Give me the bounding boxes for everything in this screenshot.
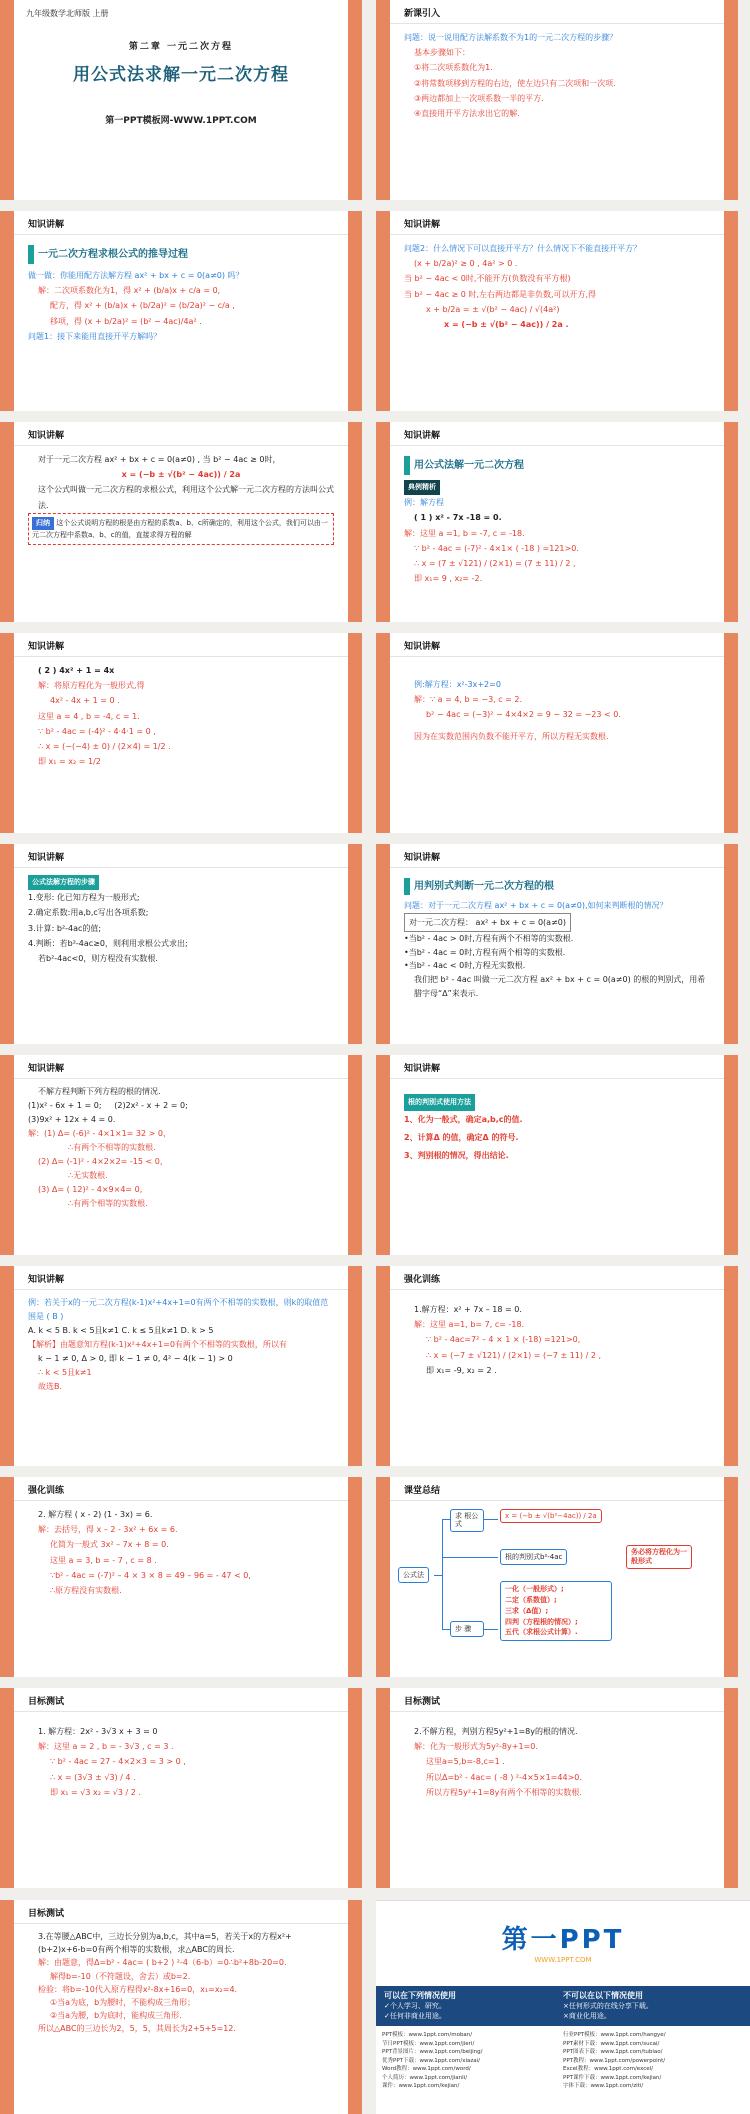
solution-line: 移项，得 (x + b/2a)² = (b² − 4ac)/4a² . — [50, 316, 202, 326]
result: ∴ k < 5且k≠1 — [38, 1368, 92, 1377]
resource-link[interactable]: 个人简历：www.1ppt.com/jianli/ — [382, 2074, 468, 2081]
solution-line: 解：这里 a =1, b = -7, c = -18. — [404, 528, 525, 538]
steps-box — [500, 1581, 612, 1641]
solution-line: 4x² - 4x + 1 = 0 . — [50, 696, 120, 706]
choice: 故选B. — [38, 1382, 63, 1391]
slide-header: 知识讲解 — [14, 1055, 348, 1079]
slide-root-formula — [0, 422, 362, 622]
step-4-cont: 若b²-4ac<0，则方程没有实数根. — [38, 954, 158, 964]
summary-badge: 归纳 — [32, 517, 54, 530]
slide-header: 知识讲解 — [390, 844, 724, 868]
case-zero: •当b² - 4ac = 0时,方程有两个相等的实数根. — [404, 947, 566, 957]
solution-line: 解：这里 a = 2 , b = - 3√3 , c = 3 . — [38, 1742, 174, 1752]
solution-line: ∵ b² - 4ac = 27 - 4×2×3 = 3 > 0 , — [50, 1757, 186, 1767]
solution-line: 这里 a = 3, b = - 7 , c = 8 . — [50, 1555, 157, 1565]
root-formula: x = (−b ± √(b² − 4ac)) / 2a — [121, 470, 241, 480]
answer: ∴有两个相等的实数根. — [68, 1199, 148, 1208]
resource-link[interactable]: PPT图表下载：www.1ppt.com/tubiao/ — [563, 2049, 663, 2056]
slide-test-1 — [0, 1688, 362, 1888]
question-1: 问题1：接下来能用直接开平方解吗？ — [28, 331, 162, 341]
slide-practice-1 — [376, 1266, 738, 1466]
cannot-use-heading: 不可以在以下情况使用 — [563, 1991, 643, 2000]
solution-line: 即 x₁= -9, x₂ = 2 . — [426, 1365, 497, 1375]
case-negative: •当b² - 4ac < 0时,方程无实数根. — [404, 961, 526, 971]
can-use-heading: 可以在下列情况使用 — [384, 1991, 456, 2000]
definition: 我们把 b² - 4ac 叫做一元二次方程 ax² + bx + c = 0(a≠0) 的根的判别式，用希腊字母“Δ”来表示. — [414, 974, 706, 998]
section-title: 用判别式判断一元二次方程的根 — [404, 878, 710, 895]
solution-line: ∴ x = (7 ± √121) / (2×1) = (7 ± 11) / 2 , — [414, 559, 576, 569]
question: 问题：对于一元二次方程 ax² + bx + c = 0(a≠0),如何来判断根的情况？ — [404, 901, 668, 910]
solution-line: ∵b² - 4ac = (-7)² – 4 × 3 × 8 = 49 – 96 = - 47 < 0, — [50, 1570, 251, 1580]
solution-line: ①当a为底，b为腰时，不能构成三角形； — [50, 1997, 196, 2007]
resource-link[interactable]: PPT模板：www.1ppt.com/moban/ — [382, 2032, 473, 2038]
slide-derivation — [0, 211, 362, 411]
slide-header: 知识讲解 — [390, 422, 724, 446]
solution-line: ②当a为腰，b为底时，能构成三角形. — [50, 2011, 182, 2021]
solution-line: 解：这里 a=1, b= 7, c= -18. — [414, 1320, 525, 1330]
step-1: ①将二次项系数化为1. — [414, 63, 493, 73]
formula-box: x = (−b ± √(b²−4ac)) / 2a — [500, 1509, 602, 1523]
solution-line: ∴ x = (−(−4) ± 0) / (2×4) = 1/2 . — [38, 741, 171, 751]
slide-header: 课堂总结 — [390, 1477, 724, 1501]
solution-line: 解：∵ a = 4, b = −3, c = 2. — [414, 695, 523, 705]
answer: ∴有两个不相等的实数根. — [68, 1143, 156, 1152]
summary-step: 一化（一般形式）; — [505, 1585, 564, 1593]
slide-example-2 — [0, 633, 362, 833]
slide-test-2 — [376, 1688, 738, 1888]
link-list — [382, 2031, 744, 2091]
summary-box — [28, 513, 334, 545]
solution-line: b² − 4ac = (−3)² − 4×4×2 = 9 − 32 = −23 < 0. — [426, 710, 621, 720]
slide-header: 知识讲解 — [14, 844, 348, 868]
answer: (2) Δ= (-1)² - 4×2×2= -15 < 0， — [38, 1157, 168, 1166]
slide-discriminant-method — [376, 1055, 738, 1255]
summary-step: 五代（求根公式计算）. — [505, 1628, 578, 1637]
equation: 2.不解方程，判别方程5y²+1=8y的根的情况. — [414, 1727, 578, 1736]
solution-line: 所以△ABC的三边长为2，5，5，其周长为2+5+5=12. — [38, 2024, 236, 2034]
condition-line: 当 b² − 4ac < 0时,不能开方(负数没有平方根) — [404, 274, 571, 284]
formula: x + b/2a = ± √(b² − 4ac) / √(4a²) — [426, 304, 560, 314]
slide-header: 知识讲解 — [14, 211, 348, 235]
paragraph: 这个公式叫做一元二次方程的求根公式，利用这个公式解一元二次方程的方法叫公式法. — [38, 485, 334, 510]
resource-link[interactable]: 优秀PPT下载：www.1ppt.com/xiazai/ — [382, 2057, 481, 2064]
lesson-title: 用公式法求解一元二次方程 — [73, 65, 289, 85]
solution-line: ∵ b² - 4ac = (-7)² - 4×1× ( -18 ) =121>0. — [414, 543, 579, 553]
method-step: 3、判别根的情况，得出结论. — [404, 1150, 509, 1160]
equation: 1. 解方程：2x² - 3√3 x + 3 = 0 — [38, 1727, 158, 1736]
can-use-item: ✓任何非商业用途。 — [384, 2012, 446, 2020]
can-use-item: ✓个人学习、研究。 — [384, 2002, 446, 2010]
slide-summary — [376, 1477, 738, 1677]
step-4: 4.判断：若b²-4ac≥0，则利用求根公式求出; — [28, 938, 188, 948]
solution-line: 解得b=-10（不符题设，舍去）或b=2. — [50, 1971, 191, 1981]
solution-line: 这里 a = 4 , b = -4, c = 1. — [38, 711, 140, 721]
equation: 2. 解方程 ( x - 2) (1 - 3x) = 6. — [38, 1510, 153, 1519]
slide-header: 新课引入 — [390, 0, 724, 24]
equation-box: 对一元二次方程： ax² + bx + c = 0(a≠0) — [404, 913, 571, 933]
solution-line: 解：化为一般形式为5y²-8y+1=0. — [414, 1742, 538, 1752]
site-link[interactable]: 第一PPT模板网-WWW.1PPT.COM — [105, 116, 257, 126]
case-positive: •当b² - 4ac > 0时,方程有两个不相等的实数根. — [404, 934, 574, 944]
solution-line: ∴原方程没有实数根. — [50, 1585, 122, 1595]
example-prompt: 例：解方程 — [404, 498, 444, 508]
steps-badge: 公式法解方程的步骤 — [28, 875, 99, 890]
resource-link[interactable]: PPT素材下载：www.1ppt.com/sucai/ — [563, 2040, 660, 2047]
summary-step: 四判（方程根的情况）; — [505, 1617, 578, 1626]
solution-line: ∵ b² - 4ac = (-4)² - 4·4·1 = 0 , — [38, 726, 156, 736]
root-formula: x = (−b ± √(b² − 4ac)) / 2a . — [444, 319, 569, 329]
resource-link[interactable]: PPT教程：www.1ppt.com/powerpoint/ — [563, 2057, 666, 2064]
system: k − 1 ≠ 0, Δ > 0, 即 k − 1 ≠ 0, 4² − 4(k − 1) > 0 — [38, 1354, 233, 1363]
solution-line: 检验：将b=-10代入原方程得x²-8x+16=0，x₁=x₂=4. — [38, 1984, 238, 1994]
brand-logo: 第一PPT — [501, 1925, 625, 1955]
solution-line: 化简为一般式 3x² – 7x + 8 = 0. — [50, 1540, 169, 1550]
slide-sqrt-condition — [376, 211, 738, 411]
solution-line: 这里a=5,b=-8,c=1 . — [426, 1757, 505, 1767]
solution-line: ∴ x = (−7 ± √121) / (2×1) = (−7 ± 11) / 2 , — [426, 1350, 602, 1360]
conclusion: 因为在实数范围内负数不能开平方，所以方程无实数根. — [414, 731, 609, 741]
slide-header: 知识讲解 — [390, 1055, 724, 1079]
summary-text: 这个公式说明方程的根是由方程的系数a、b、c所确定的，利用这个公式，我们可以由一元二次方程中系数a、b、c的值，直接求得方程的解 — [32, 518, 328, 539]
equation: ( 1 ) x² - 7x -18 = 0. — [414, 513, 502, 523]
note-box: 务必将方程化为一般形式 — [626, 1545, 692, 1569]
step-3: 3.计算: b²-4ac的值; — [28, 923, 102, 933]
slide-header: 强化训练 — [390, 1266, 724, 1290]
chapter-title: 第二章 一元二次方程 — [128, 42, 234, 52]
steps-node: 步 骤 — [450, 1621, 484, 1637]
discriminant-node: 根的判别式b²-4ac — [500, 1549, 567, 1565]
method-step: 2、计算Δ 的值，确定Δ 的符号. — [404, 1132, 519, 1142]
steps-label: 基本步骤如下： — [414, 48, 470, 58]
question-2: 问题2：什么情况下可以直接开平方？什么情况下不能直接开平方？ — [404, 244, 642, 253]
resource-link[interactable]: 字体下载：www.1ppt.com/ziti/ — [563, 2083, 644, 2090]
analysis: 【解析】由题意知方程(k-1)x²+4x+1=0有两个不相等的实数根，所以有 — [28, 1340, 287, 1349]
example-prompt: 不解方程判断下列方程的根的情况. — [38, 1087, 161, 1096]
grade-label: 九年级数学北师版 上册 — [26, 9, 109, 18]
step-3: ③两边都加上一次项系数一半的平方. — [414, 93, 544, 103]
resource-link[interactable]: 课件：www.1ppt.com/kejian/ — [382, 2083, 460, 2090]
formula: (x + b/2a)² ≥ 0 , 4a² > 0 . — [414, 259, 518, 269]
slide-header: 目标测试 — [14, 1900, 348, 1924]
slide-steps — [0, 844, 362, 1044]
slide-header: 知识讲解 — [14, 1266, 348, 1290]
example-prompt: 例：若关于x的一元二次方程(k-1)x²+4x+1=0有两个不相等的实数根，则k的取值范围是 ( B ) — [28, 1298, 329, 1321]
slide-header: 目标测试 — [390, 1688, 724, 1712]
resource-link[interactable]: Word教程：www.1ppt.com/word/ — [382, 2066, 471, 2073]
slide-header: 知识讲解 — [390, 211, 724, 235]
slide-cover — [0, 0, 362, 200]
usage-band — [376, 1986, 750, 2026]
slide-header: 知识讲解 — [14, 422, 348, 446]
slide-practice-2 — [0, 1477, 362, 1677]
slide-parameter-example — [0, 1266, 362, 1466]
step-4: ④直接用开平方法求出它的解. — [414, 108, 520, 118]
brand-url[interactable]: WWW.1PPT.COM — [534, 1956, 592, 1964]
example-prompt: 例:解方程：x²-3x+2=0 — [414, 680, 501, 689]
resource-link[interactable]: Excel教程：www.1ppt.com/excel/ — [563, 2066, 654, 2073]
solution-line: 解：将原方程化为一般形式,得 — [38, 681, 145, 691]
paragraph: 对于一元二次方程 ax² + bx + c = 0(a≠0) , 当 b² − 4ac ≥ 0时， — [38, 455, 281, 464]
solution-line: 所以方程5y²+1=8y有两个不相等的实数根. — [426, 1787, 582, 1797]
slide-intro — [376, 0, 738, 200]
slide-header: 知识讲解 — [390, 633, 724, 657]
slide-test-3 — [0, 1900, 362, 2114]
slide-discriminant-example — [0, 1055, 362, 1255]
resource-link[interactable]: 行业PPT模板：www.1ppt.com/hangye/ — [563, 2032, 666, 2038]
try-prompt: 做一做：你能用配方法解方程 ax² + bx + c = 0(a≠0) 吗？ — [28, 271, 244, 280]
question: 3.在等腰△ABC中，三边长分别为a,b,c，其中a=5，若关于x的方程x²+(b+2)x+6-b=0有两个相等的实数根，求△ABC的周长. — [38, 1932, 292, 1955]
slide-example-3 — [376, 633, 738, 833]
solution-line: ∴ x = (3√3 ± √3) / 4 . — [50, 1772, 136, 1782]
solution-line: 即 x₁ = x₂ = 1/2 — [38, 757, 101, 767]
example-badge: 典例精析 — [404, 480, 440, 495]
solution-line: 配方，得 x² + (b/a)x + (b/2a)² = (b/2a)² − c/a , — [50, 301, 235, 311]
solution-line: 解：二次项系数化为1，得 x² + (b/a)x + c/a = 0, — [38, 286, 221, 296]
summary-step: 二定（系数值）; — [505, 1595, 557, 1604]
slide-discriminant — [376, 844, 738, 1044]
section-title: 一元二次方程求根公式的推导过程 — [28, 245, 334, 264]
equation: (2)2x² - x + 2 = 0; — [114, 1101, 188, 1110]
step-1: 1.变形: 化已知方程为一般形式; — [28, 893, 140, 903]
method-step: 1、化为一般式，确定a,b,c的值. — [404, 1115, 523, 1125]
answer: ∴无实数根. — [68, 1171, 108, 1180]
resource-link[interactable]: 节日PPT模板：www.1ppt.com/jieri/ — [382, 2040, 475, 2047]
options: A. k < 5 B. k < 5且k≠1 C. k ≤ 5且k≠1 D. k > 5 — [28, 1326, 214, 1335]
question: 问题：说一说用配方法解系数不为1的一元二次方程的步骤？ — [404, 33, 618, 42]
section-title: 用公式法解一元二次方程 — [404, 456, 710, 475]
solution-line: ∵ b² - 4ac=7² – 4 × 1 × (-18) =121>0, — [426, 1335, 581, 1345]
equation: 1.解方程：x² + 7x – 18 = 0. — [414, 1305, 522, 1314]
slide-header: 强化训练 — [14, 1477, 348, 1501]
summary-tree — [390, 1501, 724, 1661]
resource-link[interactable]: PPT课件下载：www.1ppt.com/kejian/ — [563, 2074, 662, 2081]
solution-line: 解：去括号，得 x – 2 - 3x² + 6x = 6. — [38, 1525, 178, 1535]
solution-line: 所以Δ=b² - 4ac= ( -8 ) ²-4×5×1=44>0. — [426, 1772, 582, 1782]
cannot-use-item: ×任何形式的在线分享下载。 — [563, 2002, 653, 2010]
step-2: ②将常数项移到方程的右边，使左边只有二次项和一次项. — [414, 78, 616, 88]
solution-line: 即 x₁= 9 , x₂= -2. — [414, 574, 483, 584]
root-formula-node: 求 根公 式 — [450, 1509, 484, 1532]
condition-line: 当 b² − 4ac ≥ 0 时,左右两边都是非负数,可以开方,得 — [404, 289, 597, 299]
step-2: 2.确定系数:用a,b,c写出各项系数; — [28, 908, 149, 918]
root-node: 公式法 — [398, 1567, 429, 1583]
branding-panel — [376, 1900, 750, 2114]
solution-line: 即 x₁ = √3 x₂ = √3 / 2 . — [50, 1787, 141, 1797]
equation: (3)9x² + 12x + 4 = 0. — [28, 1115, 116, 1124]
slide-header: 知识讲解 — [14, 633, 348, 657]
equation: (1)x² - 6x + 1 = 0; — [28, 1101, 102, 1110]
slide-header: 目标测试 — [14, 1688, 348, 1712]
answer: 解：(1) Δ= (-6)² - 4×1×1= 32 > 0， — [28, 1129, 171, 1138]
slide-example-1 — [376, 422, 738, 622]
equation: ( 2 ) 4x² + 1 = 4x — [38, 666, 115, 675]
summary-step: 三求（Δ值）; — [505, 1606, 549, 1615]
resource-link[interactable]: PPT背景图片：www.1ppt.com/beijing/ — [382, 2049, 483, 2056]
solution-line: 解：由题意，得Δ=b² - 4ac= ( b+2 ) ²-4（6-b）=0∴b²+8b-20=0. — [38, 1958, 287, 1968]
cannot-use-item: ×商业化用途。 — [563, 2012, 611, 2020]
method-badge: 根的判别式使用方法 — [404, 1094, 475, 1111]
answer: (3) Δ= ( 12)² - 4×9×4= 0, — [38, 1185, 143, 1194]
